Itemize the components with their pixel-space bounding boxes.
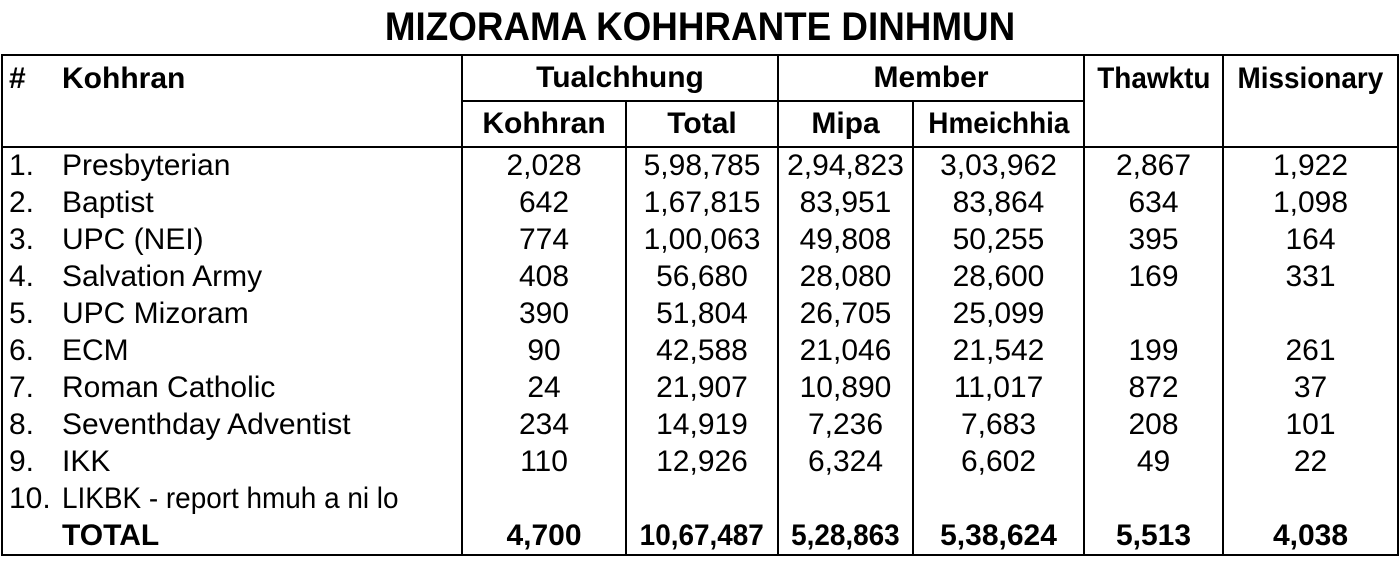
page-title: MIZORAMA KOHHRANTE DINHMUN xyxy=(384,5,1016,49)
header-kohhran: Kohhran xyxy=(54,55,462,147)
church-statistics-table xyxy=(1,54,1399,556)
table-row: 9. IKK 110 12,926 6,324 6,602 49 22 xyxy=(2,443,1398,480)
total-missionary: 4,038 xyxy=(1223,517,1398,555)
table-row: 2. Baptist 642 1,67,815 83,951 83,864 634 1,098 xyxy=(2,184,1398,221)
total-kohhran: 4,700 xyxy=(462,517,626,555)
header-number: # xyxy=(2,55,54,147)
table-row: 3. UPC (NEI) 774 1,00,063 49,808 50,255 395 164 xyxy=(2,221,1398,258)
total-total: 10,67,487 xyxy=(626,517,778,555)
header-missionary: Missionary xyxy=(1223,55,1398,147)
table-row: 10. LIKBK - report hmuh a ni lo xyxy=(2,480,1398,517)
header-member: Member xyxy=(778,55,1084,101)
table-row: 8. Seventhday Adventist 234 14,919 7,236 7,683 208 101 xyxy=(2,406,1398,443)
total-thawktu: 5,513 xyxy=(1084,517,1223,555)
total-label: TOTAL xyxy=(54,517,462,555)
header-sub-kohhran: Kohhran xyxy=(462,101,626,147)
total-hmeichhia: 5,38,624 xyxy=(913,517,1084,555)
table-row: 6. ECM 90 42,588 21,046 21,542 199 261 xyxy=(2,332,1398,369)
table-row: 1. Presbyterian 2,028 5,98,785 2,94,823 3,03,962 2,867 1,922 xyxy=(2,147,1398,184)
header-tualchhung: Tualchhung xyxy=(462,55,778,101)
header-sub-mipa: Mipa xyxy=(778,101,913,147)
table-row: 5. UPC Mizoram 390 51,804 26,705 25,099 xyxy=(2,295,1398,332)
header-sub-total: Total xyxy=(626,101,778,147)
total-mipa: 5,28,863 xyxy=(778,517,913,555)
table-row: 4. Salvation Army 408 56,680 28,080 28,600 169 331 xyxy=(2,258,1398,295)
table-row: 7. Roman Catholic 24 21,907 10,890 11,017 872 37 xyxy=(2,369,1398,406)
header-thawktu: Thawktu xyxy=(1084,55,1223,147)
header-sub-hmeichhia: Hmeichhia xyxy=(913,101,1084,147)
total-row xyxy=(2,517,1398,555)
